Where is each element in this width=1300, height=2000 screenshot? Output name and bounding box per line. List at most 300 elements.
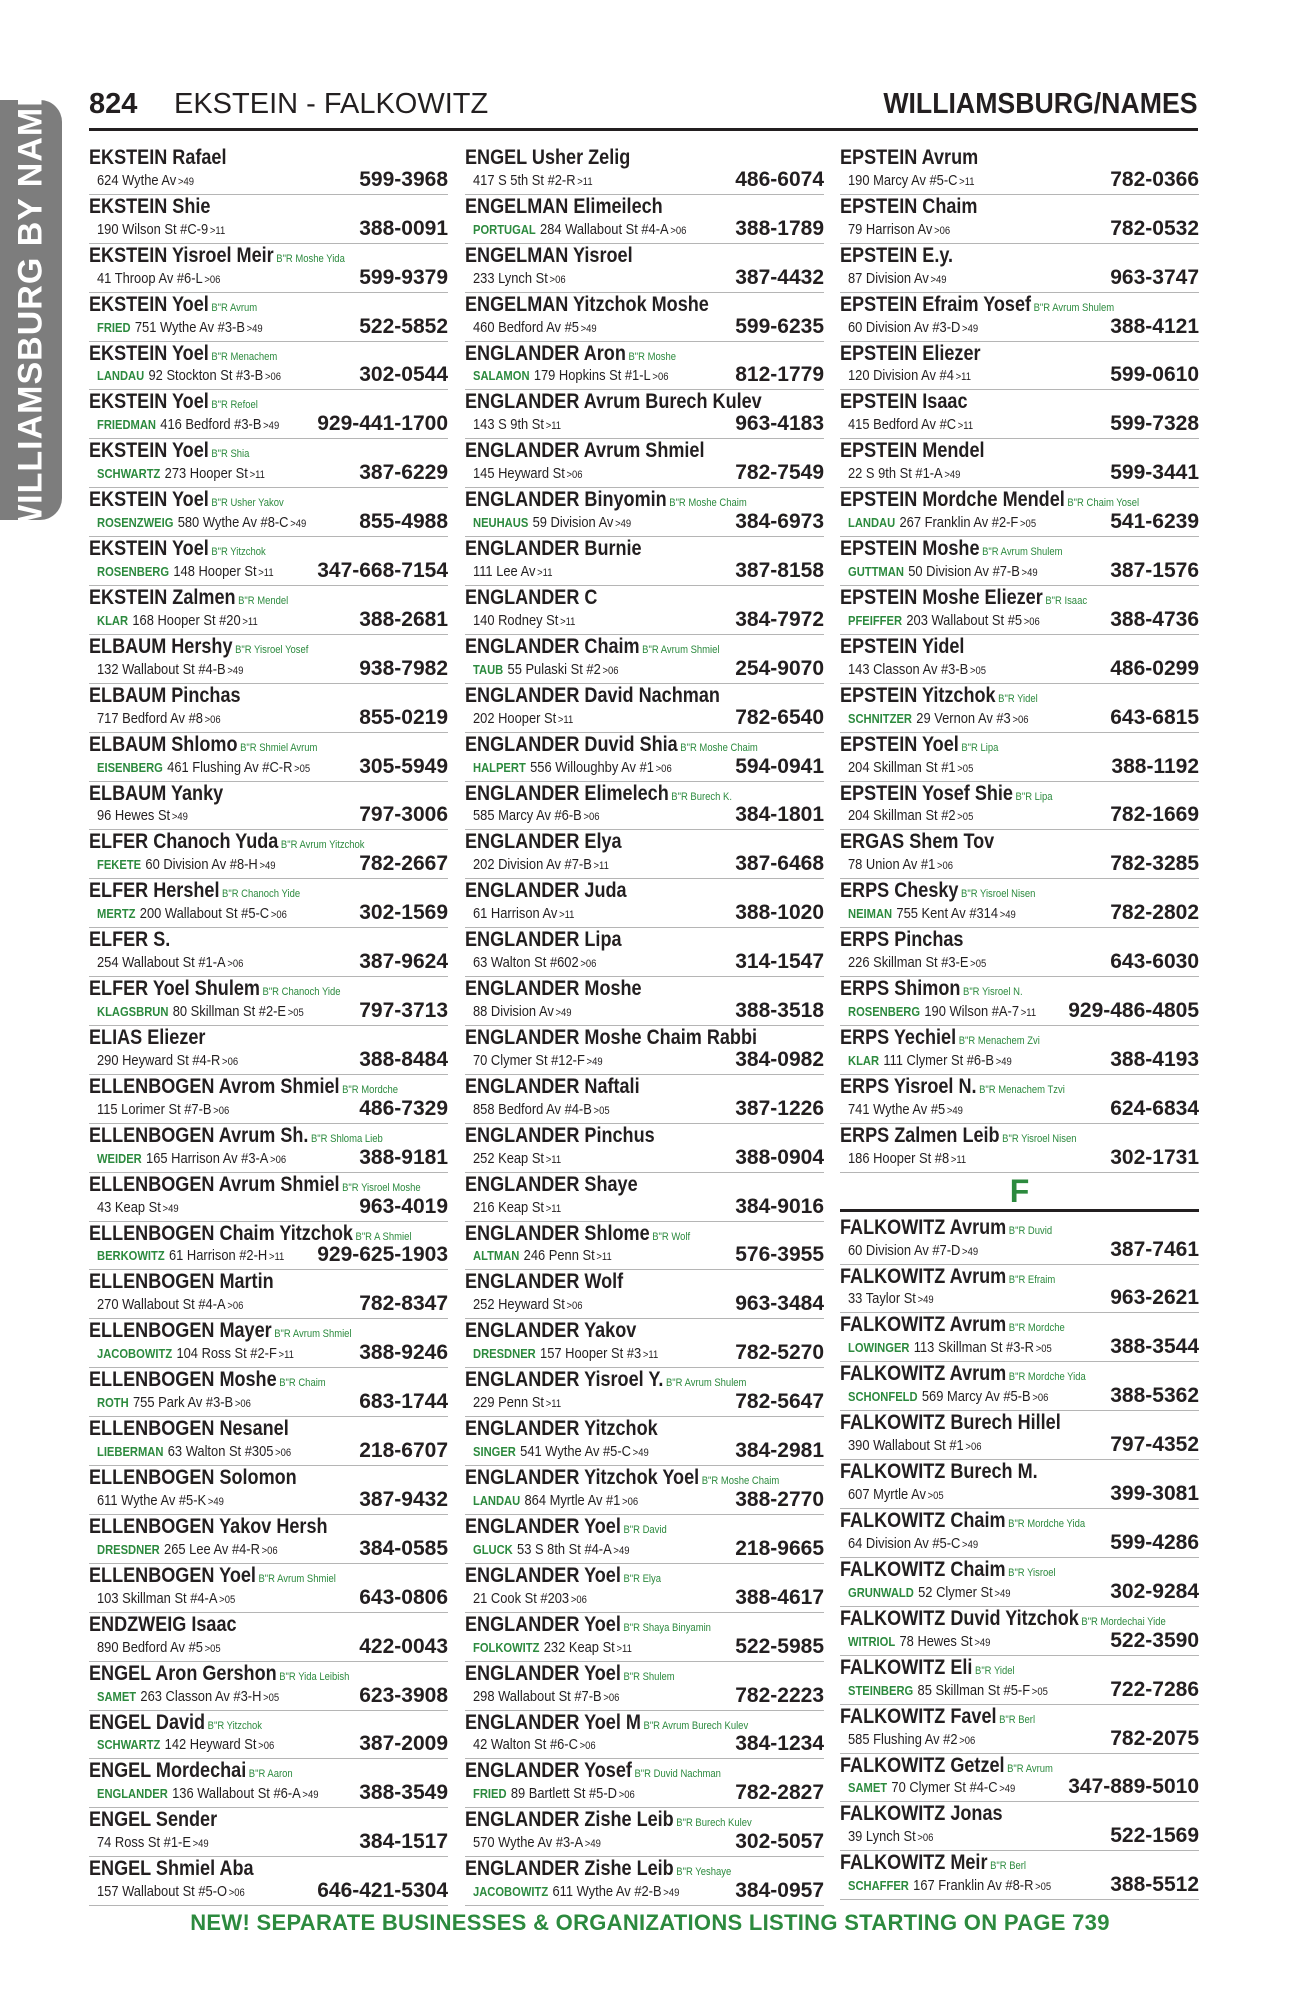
listing-spouse-maiden-name: GRUNWALD xyxy=(848,1584,914,1600)
listing-address: 96 Hewes St xyxy=(97,807,171,825)
listing-phone: 522-5852 xyxy=(359,314,448,338)
listing-phone: 797-4352 xyxy=(1110,1433,1199,1457)
listing-name xyxy=(840,1802,1003,1826)
listing-name xyxy=(840,146,978,170)
listing-address: 103 Skillman St #4-A xyxy=(97,1589,218,1607)
listing-entry xyxy=(840,928,1199,977)
listing-name-text: EKSTEIN Yoel xyxy=(89,439,209,463)
listing-name-text: EKSTEIN Yoel xyxy=(89,537,209,561)
listing-address: 890 Bedford Av #5 xyxy=(97,1638,203,1656)
listing-phone: 387-6229 xyxy=(359,461,448,485)
listing-spouse-maiden-name: DRESDNER xyxy=(97,1541,160,1557)
listing-address-line xyxy=(97,856,276,875)
listing-name-text: FALKOWITZ Meir xyxy=(840,1851,988,1875)
listing-name xyxy=(465,1857,731,1884)
listing-phone: 486-7329 xyxy=(359,1096,448,1120)
listing-name-text: ELFER Chanoch Yuda xyxy=(89,830,279,854)
listing-name-line xyxy=(89,1466,448,1490)
listing-phone: 388-4617 xyxy=(735,1585,824,1609)
listing-address: 78 Hewes St xyxy=(899,1632,973,1650)
listing-zip-code: >06 xyxy=(959,1734,976,1747)
listing-entry xyxy=(465,879,824,928)
listing-parent: B"R Moshe Yida xyxy=(276,252,345,265)
listing-zip-code: >05 xyxy=(1035,1343,1052,1356)
listing-zip-code: >06 xyxy=(934,224,951,237)
listing-name-line xyxy=(840,635,1199,659)
listing-address-line xyxy=(848,1242,978,1261)
listing-address: 85 Skillman St #5-F xyxy=(917,1681,1031,1699)
listing-zip-code: >06 xyxy=(583,811,600,824)
listing-entry xyxy=(840,195,1199,244)
listing-entry xyxy=(840,1124,1199,1173)
listing-address-line xyxy=(473,954,596,973)
listing-phone: 623-3908 xyxy=(359,1683,448,1707)
listing-name xyxy=(840,195,977,219)
listing-name-text: EPSTEIN Eliezer xyxy=(840,341,981,365)
listing-zip-code: >06 xyxy=(622,1495,639,1508)
listing-address-line xyxy=(97,1492,224,1511)
listing-entry xyxy=(89,1515,448,1564)
listing-name-text: FALKOWITZ Eli xyxy=(840,1655,973,1679)
listing-address-line xyxy=(848,1828,933,1847)
listing-address-line xyxy=(473,319,597,338)
listing-address: 569 Marcy Av #5-B xyxy=(921,1388,1031,1406)
listing-name-line xyxy=(89,195,448,219)
listing-entry xyxy=(465,195,824,244)
listing-address: 417 S 5th St #2-R xyxy=(473,171,576,189)
listing-zip-code: >06 xyxy=(227,1300,244,1313)
listing-parent: B"R Chanoch Yide xyxy=(262,986,341,999)
listing-zip-code: >11 xyxy=(957,420,974,433)
listing-zip-code: >06 xyxy=(579,1740,596,1753)
listing-name-text: ENGLANDER Yitzchok xyxy=(465,1417,658,1441)
listing-name xyxy=(89,390,258,417)
listing-entry xyxy=(840,1705,1199,1754)
listing-name xyxy=(465,1515,667,1542)
listing-address-line xyxy=(848,1339,1052,1358)
listing-address: 541 Wythe Av #5-C xyxy=(520,1443,631,1461)
listing-entry xyxy=(840,1851,1199,1900)
listing-entry xyxy=(840,1509,1199,1558)
listing-entry xyxy=(89,1368,448,1417)
listing-phone: 938-7982 xyxy=(359,656,448,680)
listing-name-text: ENGLANDER Yosef xyxy=(465,1759,632,1783)
listing-address: 246 Penn St xyxy=(523,1247,595,1265)
listing-address: 232 Keap St xyxy=(543,1638,615,1656)
listing-entry xyxy=(465,1417,824,1466)
listing-address-line xyxy=(473,1150,561,1169)
listing-zip-code: >06 xyxy=(618,1789,635,1802)
listing-address: 143 S 9th St xyxy=(473,416,545,434)
listing-entry xyxy=(89,195,448,244)
listing-address-line xyxy=(473,1003,572,1022)
listing-phone: 855-0219 xyxy=(359,705,448,729)
listing-address: 61 Harrison #2-H xyxy=(168,1247,268,1265)
page-number: 824 xyxy=(89,88,138,120)
listing-address: 270 Wallabout St #4-A xyxy=(97,1296,226,1314)
listing-name xyxy=(840,390,967,414)
listing-phone: 384-0585 xyxy=(359,1536,448,1560)
listing-entry xyxy=(840,1362,1199,1411)
listing-address-line xyxy=(97,1639,221,1658)
listing-address-line xyxy=(473,514,631,533)
listing-name xyxy=(89,1319,352,1346)
listing-entry xyxy=(89,1270,448,1319)
listing-name-text: EPSTEIN Efraim Yosef xyxy=(840,292,1032,316)
listing-name-text: ELBAUM Pinchas xyxy=(89,683,241,707)
listing-phone: 388-0904 xyxy=(735,1145,824,1169)
listing-name xyxy=(840,1216,1052,1243)
listing-zip-code: >11 xyxy=(278,1349,294,1362)
letter-divider-label: F xyxy=(1009,1172,1030,1209)
listing-name-text: ENGLANDER Elimelech xyxy=(465,781,669,805)
listing-name xyxy=(465,1759,721,1786)
listing-address: 858 Bedford Av #4-B xyxy=(473,1100,592,1118)
listing-address: 53 S 8th St #4-A xyxy=(517,1540,612,1558)
listing-parent: B"R Berl xyxy=(990,1860,1027,1873)
listing-entry xyxy=(465,390,824,439)
listing-name xyxy=(89,195,210,219)
listing-address: 60 Division Av #8-H xyxy=(145,856,258,874)
listing-entry xyxy=(465,1808,824,1857)
listing-zip-code: >11 xyxy=(642,1349,659,1362)
listing-zip-code: >49 xyxy=(246,322,263,335)
listing-name xyxy=(89,928,170,952)
listing-address: 111 Lee Av xyxy=(473,563,536,581)
listing-address-line xyxy=(848,905,1016,924)
listing-parent: B"R Menachem xyxy=(211,350,278,363)
listing-name-text: ERPS Pinchas xyxy=(840,928,964,952)
listing-spouse-maiden-name: FOLKOWITZ xyxy=(473,1639,540,1655)
listing-zip-code: >49 xyxy=(584,1838,601,1851)
listing-name-line xyxy=(465,1417,824,1441)
listing-name xyxy=(840,1362,1086,1389)
listing-address: 186 Hooper St #8 xyxy=(848,1149,950,1167)
listing-address-line xyxy=(473,1247,612,1266)
listing-name-line xyxy=(465,684,824,708)
listing-name-line xyxy=(465,1124,824,1148)
listing-phone: 305-5949 xyxy=(359,754,448,778)
listing-name xyxy=(840,879,1035,906)
listing-address: 200 Wallabout St #5-C xyxy=(139,905,270,923)
listing-name xyxy=(89,782,223,806)
listing-parent: B"R Yitzchok xyxy=(207,1719,263,1732)
listing-address-line xyxy=(473,367,668,386)
listing-name-line xyxy=(465,244,824,268)
listing-address-line xyxy=(473,661,619,680)
listing-zip-code: >06 xyxy=(213,1104,230,1117)
listing-name-line xyxy=(465,146,824,170)
listing-name-text: ENDZWEIG Isaac xyxy=(89,1612,237,1636)
listing-name-text: EKSTEIN Yisroel Meir xyxy=(89,243,274,267)
listing-spouse-maiden-name: LANDAU xyxy=(473,1492,521,1508)
listing-phone: 782-1669 xyxy=(1110,803,1199,827)
listing-entry xyxy=(89,293,448,342)
listing-address: 89 Bartlett St #5-D xyxy=(510,1785,617,1803)
listing-zip-code: >11 xyxy=(959,175,975,188)
listing-address: 585 Marcy Av #6-B xyxy=(473,807,582,825)
listing-phone: 599-3968 xyxy=(359,167,448,191)
listing-entry xyxy=(840,244,1199,293)
listing-address-line xyxy=(473,807,600,826)
listing-address: 157 Hooper St #3 xyxy=(540,1345,642,1363)
listing-phone: 387-6468 xyxy=(735,852,824,876)
listing-phone: 782-2802 xyxy=(1110,901,1199,925)
listing-address-line xyxy=(473,1296,583,1315)
listing-name xyxy=(465,1564,661,1591)
listing-phone: 576-3955 xyxy=(735,1243,824,1267)
listing-address: 42 Walton St #6-C xyxy=(473,1736,578,1754)
listing-address-line xyxy=(473,172,593,191)
listing-zip-code: >05 xyxy=(219,1593,236,1606)
listing-address-line xyxy=(97,954,243,973)
listing-name-line xyxy=(89,1515,448,1539)
listing-name xyxy=(89,342,277,369)
listing-parent: B"R Isaac xyxy=(1045,595,1088,608)
listing-address: 263 Classon Av #3-H xyxy=(140,1687,262,1705)
listing-name-line xyxy=(465,1270,824,1294)
listing-spouse-maiden-name: FEKETE xyxy=(97,857,142,873)
listing-name-line xyxy=(89,684,448,708)
listing-address-line xyxy=(473,1199,561,1218)
listing-name-text: ELLENBOGEN Solomon xyxy=(89,1466,297,1490)
listing-entry xyxy=(840,1216,1199,1265)
listing-phone: 388-2681 xyxy=(359,607,448,631)
listing-spouse-maiden-name: STEINBERG xyxy=(848,1682,914,1698)
listing-name-line xyxy=(465,1173,824,1197)
listing-parent: B"R Yisroel Nisen xyxy=(961,888,1036,901)
listing-phone: 384-9016 xyxy=(735,1194,824,1218)
listing-address-line xyxy=(848,1633,990,1652)
listing-address-line xyxy=(97,1736,274,1755)
listing-address: 741 Wythe Av #5 xyxy=(848,1100,946,1118)
listing-address: 111 Clymer St #6-B xyxy=(883,1051,995,1069)
listing-phone: 388-1020 xyxy=(735,901,824,925)
listing-address: 142 Heyward St xyxy=(164,1736,257,1754)
listing-name xyxy=(840,537,1063,564)
listing-entry xyxy=(465,1075,824,1124)
listing-parent: B"R Mendel xyxy=(238,595,289,608)
listing-name-text: ENGEL Aron Gershon xyxy=(89,1661,277,1685)
listing-column-3-f xyxy=(840,1216,1199,1900)
listing-address: 167 Franklin Av #8-R xyxy=(913,1877,1034,1895)
listing-spouse-maiden-name: ROSENBERG xyxy=(848,1004,921,1020)
listing-entry xyxy=(465,1613,824,1662)
listing-address: 79 Harrison Av xyxy=(848,220,933,238)
listing-name xyxy=(840,1313,1065,1340)
listing-zip-code: >06 xyxy=(227,958,244,971)
listing-zip-code: >11 xyxy=(249,469,265,482)
listing-name xyxy=(840,342,981,366)
listing-phone: 486-0299 xyxy=(1110,656,1199,680)
listing-zip-code: >49 xyxy=(999,909,1016,922)
listing-name-text: FALKOWITZ Avrum xyxy=(840,1313,1007,1337)
listing-name xyxy=(840,1411,1061,1435)
listing-address: 59 Division Av xyxy=(532,514,614,532)
listing-address: 580 Wythe Av #8-C xyxy=(177,514,289,532)
listing-spouse-maiden-name: WITRIOL xyxy=(848,1633,896,1649)
listing-name xyxy=(89,439,249,466)
listing-entry xyxy=(465,146,824,195)
listing-address-line xyxy=(97,416,279,435)
listing-address-line xyxy=(97,1541,278,1560)
listing-phone: 218-6707 xyxy=(359,1439,448,1463)
listing-phone: 387-4432 xyxy=(735,265,824,289)
listing-address-line xyxy=(848,465,960,484)
listing-name-line xyxy=(89,782,448,806)
listing-address-line xyxy=(97,1199,179,1218)
listing-parent: B"R Chaim Yosel xyxy=(1067,497,1140,510)
listing-phone: 782-0366 xyxy=(1110,167,1199,191)
listing-phone: 388-4121 xyxy=(1110,314,1199,338)
listing-spouse-maiden-name: SALAMON xyxy=(473,368,530,384)
listing-name xyxy=(465,1270,623,1294)
listing-address: 21 Cook St #203 xyxy=(473,1589,570,1607)
listing-zip-code: >49 xyxy=(171,811,188,824)
listing-address-line xyxy=(848,1779,1015,1798)
listing-address: 717 Bedford Av #8 xyxy=(97,709,203,727)
listing-name-text: EPSTEIN Yoel xyxy=(840,732,959,756)
listing-name xyxy=(89,1124,383,1151)
listing-address-line xyxy=(473,1639,632,1658)
listing-name xyxy=(465,879,627,903)
listing-zip-code: >11 xyxy=(950,1153,967,1166)
listing-address-line xyxy=(473,270,566,289)
listing-zip-code: >49 xyxy=(207,1495,224,1508)
listing-parent: B"R Avrum Burech Kulev xyxy=(643,1719,749,1732)
listing-address-line xyxy=(848,1003,1036,1022)
listing-name-line xyxy=(465,390,824,414)
listing-phone: 387-1576 xyxy=(1110,559,1199,583)
listing-zip-code: >06 xyxy=(580,958,597,971)
listing-name xyxy=(465,390,762,414)
listing-address: 265 Lee Av #4-R xyxy=(164,1540,260,1558)
listing-entry xyxy=(840,684,1199,733)
listing-address: 120 Division Av #4 xyxy=(848,367,954,385)
listing-name-text: ELLENBOGEN Avrum Sh. xyxy=(89,1123,309,1147)
listing-address-line xyxy=(473,1736,596,1755)
listing-address-line xyxy=(97,1590,235,1609)
listing-zip-code: >49 xyxy=(227,664,244,677)
listing-name xyxy=(89,293,257,320)
listing-address: 157 Wallabout St #5-O xyxy=(97,1883,228,1901)
listing-name-text: FALKOWITZ Getzel xyxy=(840,1753,1005,1777)
listing-parent: B"R Shloma Lieb xyxy=(311,1132,383,1145)
listing-address: 63 Walton St #305 xyxy=(167,1443,274,1461)
listing-name xyxy=(465,830,622,854)
listing-zip-code: >49 xyxy=(615,518,632,531)
listing-entry xyxy=(89,782,448,831)
listing-zip-code: >06 xyxy=(652,371,669,384)
listing-address-line xyxy=(848,1535,978,1554)
listing-name-text: ELLENBOGEN Yakov Hersh xyxy=(89,1514,328,1538)
listing-phone: 855-4988 xyxy=(359,510,448,534)
listing-column-3 xyxy=(840,146,1199,1900)
listing-name-text: ENGELMAN Yitzchok Moshe xyxy=(465,292,709,316)
listing-zip-code: >06 xyxy=(917,1832,934,1845)
listing-address-line xyxy=(97,612,258,631)
listing-address: 252 Keap St xyxy=(473,1149,545,1167)
listing-address: 390 Wallabout St #1 xyxy=(848,1437,964,1455)
listing-parent: B"R Yeshaye xyxy=(676,1866,732,1879)
listing-entry xyxy=(89,635,448,684)
listing-name-line xyxy=(840,244,1199,268)
listing-phone: 387-9624 xyxy=(359,950,448,974)
listing-name xyxy=(465,1466,779,1493)
listing-entry xyxy=(465,488,824,537)
listing-name xyxy=(465,928,622,952)
listing-zip-code: >05 xyxy=(969,664,987,677)
listing-address-line xyxy=(97,1052,238,1071)
listing-phone: 387-2009 xyxy=(359,1732,448,1756)
listing-name-text: ENGEL Shmiel Aba xyxy=(89,1857,254,1881)
listing-name-text: ENGLANDER Zishe Leib xyxy=(465,1857,674,1881)
listing-entry xyxy=(840,1460,1199,1509)
listing-spouse-maiden-name: PORTUGAL xyxy=(473,221,536,237)
listing-name xyxy=(465,782,732,809)
listing-entry xyxy=(840,293,1199,342)
listing-phone: 963-4183 xyxy=(735,412,824,436)
listing-address-line xyxy=(97,563,274,582)
listing-address-line xyxy=(97,905,287,924)
listing-name xyxy=(89,684,241,708)
listing-name-line xyxy=(89,1417,448,1441)
listing-entry xyxy=(465,1319,824,1368)
listing-address: 115 Lorimer St #7-B xyxy=(97,1100,212,1118)
listing-name xyxy=(465,733,758,760)
listing-zip-code: >05 xyxy=(957,811,974,824)
listing-name-text: EPSTEIN Isaac xyxy=(840,390,968,414)
listing-address: 864 Myrtle Av #1 xyxy=(524,1491,621,1509)
listing-zip-code: >11 xyxy=(537,567,553,580)
listing-name-line xyxy=(465,439,824,463)
listing-entry xyxy=(465,1270,824,1319)
listing-address: 74 Ross St #1-E xyxy=(97,1834,191,1852)
listing-name-line xyxy=(89,1026,448,1050)
listing-name-line xyxy=(840,146,1199,170)
listing-name-text: ENGLANDER Pinchus xyxy=(465,1123,655,1147)
listing-zip-code: >11 xyxy=(545,420,562,433)
listing-address: 70 Clymer St #4-C xyxy=(891,1779,998,1797)
listing-name xyxy=(840,439,985,463)
listing-name xyxy=(89,1466,297,1490)
listing-address-line xyxy=(97,1688,279,1707)
listing-address-line xyxy=(848,1150,966,1169)
listing-address-line xyxy=(473,563,552,582)
listing-name-text: ELLENBOGEN Mayer xyxy=(89,1319,272,1343)
listing-phone: 388-8484 xyxy=(359,1047,448,1071)
listing-phone: 388-9181 xyxy=(359,1145,448,1169)
listing-name-text: EPSTEIN Moshe Eliezer xyxy=(840,586,1043,610)
listing-name xyxy=(840,1124,1076,1151)
listing-entry xyxy=(840,1754,1199,1803)
listing-entry xyxy=(840,390,1199,439)
listing-name-text: ERPS Shimon xyxy=(840,977,961,1001)
listing-address-line xyxy=(97,1150,286,1169)
listing-parent: B"R Shaya Binyamin xyxy=(623,1621,711,1634)
listing-name-text: EPSTEIN E.y. xyxy=(840,243,954,267)
listing-phone: 683-1744 xyxy=(359,1390,448,1414)
listing-spouse-maiden-name: TAUB xyxy=(473,661,504,677)
listing-name-text: EKSTEIN Zalmen xyxy=(89,586,236,610)
listing-name-text: ELLENBOGEN Martin xyxy=(89,1270,274,1294)
listing-phone: 388-1789 xyxy=(735,216,824,240)
listing-name xyxy=(465,1075,640,1099)
listing-name-line xyxy=(465,1026,824,1050)
listing-parent: B"R Mordche xyxy=(1008,1322,1065,1335)
listing-zip-code: >06 xyxy=(258,1740,275,1753)
listing-zip-code: >05 xyxy=(1031,1685,1048,1698)
